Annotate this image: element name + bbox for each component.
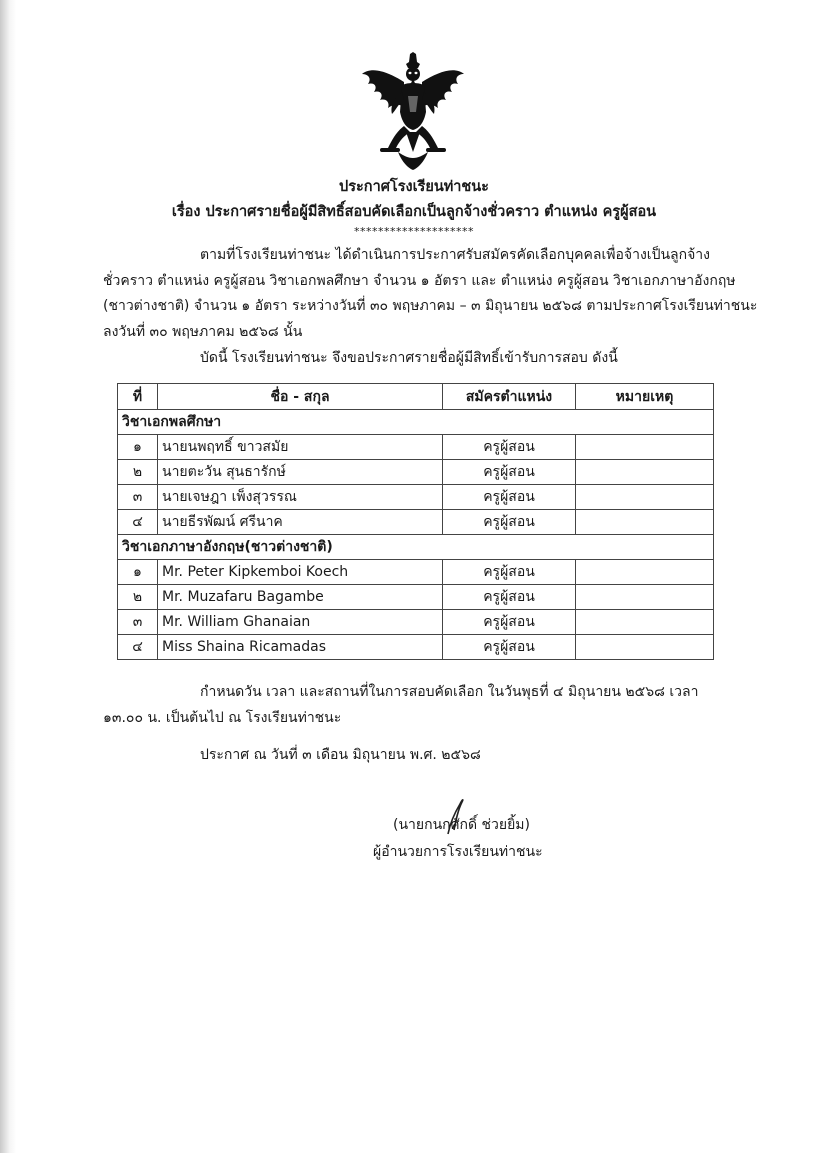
header-position: สมัครตำแหน่ง [443,384,576,410]
table-row [118,460,714,485]
row-position: ครูผู้สอน [443,435,576,460]
row-note [576,510,714,535]
row-position: ครูผู้สอน [443,510,576,535]
row-no: ๒ [118,460,158,485]
paragraph-1-line-3: (ชาวต่างชาติ) จำนวน ๑ อัตรา ระหว่างวันที่ ๓๐ พฤษภาคม – ๓ มิถุนายน ๒๕๖๘ ตามประกาศโรงเรียนท่าชนะ [103,298,758,314]
schedule-line-2: ๑๓.๐๐ น. เป็นต้นไป ณ โรงเรียนท่าชนะ [103,710,342,726]
row-no: ๑ [118,435,158,460]
row-note [576,485,714,510]
announced-date: ประกาศ ณ วันที่ ๓ เดือน มิถุนายน พ.ศ. ๒๕๖๘ [200,747,481,763]
paragraph-1-line-2: ชั่วคราว ตำแหน่ง ครูผู้สอน วิชาเอกพลศึกษา จำนวน ๑ อัตรา และ ตำแหน่ง ครูผู้สอน วิชาเอกภาษาอังกฤษ [103,273,736,289]
row-name: Mr. Muzafaru Bagambe [158,585,443,610]
signer-name: (นายกนกศักดิ์ ช่วยยิ้ม) [393,817,530,833]
row-note [576,435,714,460]
row-no: ๔ [118,510,158,535]
header-name: ชื่อ - สกุล [158,384,443,410]
row-name: Miss Shaina Ricamadas [158,635,443,660]
paragraph-1-line-4: ลงวันที่ ๓๐ พฤษภาคม ๒๕๖๘ นั้น [103,324,303,340]
table-row [118,560,714,585]
row-note [576,585,714,610]
section-title: วิชาเอกภาษาอังกฤษ(ชาวต่างชาติ) [118,535,714,560]
stars-divider: ******************** [354,225,474,238]
row-note [576,560,714,585]
row-position: ครูผู้สอน [443,635,576,660]
page-edge-shadow [0,0,16,1153]
row-note [576,635,714,660]
row-name: Mr. William Ghanaian [158,610,443,635]
row-no: ๔ [118,635,158,660]
paragraph-1-line-1: ตามที่โรงเรียนท่าชนะ ได้ดำเนินการประกาศรับสมัครคัดเลือกบุคคลเพื่อจ้างเป็นลูกจ้าง [200,247,711,263]
paragraph-2: บัดนี้ โรงเรียนท่าชนะ จึงขอประกาศรายชื่อผู้มีสิทธิ์เข้ารับการสอบ ดังนี้ [200,350,618,366]
header-note: หมายเหตุ [576,384,714,410]
row-position: ครูผู้สอน [443,460,576,485]
row-no: ๓ [118,610,158,635]
row-name: นายธีรพัฒน์ ศรีนาค [158,510,443,535]
row-position: ครูผู้สอน [443,560,576,585]
row-position: ครูผู้สอน [443,610,576,635]
schedule-line-1: กำหนดวัน เวลา และสถานที่ในการสอบคัดเลือก ในวันพุธที่ ๔ มิถุนายน ๒๕๖๘ เวลา [200,684,699,700]
row-name: Mr. Peter Kipkemboi Koech [158,560,443,585]
signer-role: ผู้อำนวยการโรงเรียนท่าชนะ [373,844,543,860]
row-no: ๓ [118,485,158,510]
section-row-physical-education [118,410,714,435]
table-row [118,510,714,535]
garuda-emblem-icon [358,52,468,170]
row-position: ครูผู้สอน [443,585,576,610]
row-no: ๒ [118,585,158,610]
candidate-table [117,383,714,660]
section-row-english [118,535,714,560]
section-title: วิชาเอกพลศึกษา [118,410,714,435]
row-position: ครูผู้สอน [443,485,576,510]
announcement-subject: เรื่อง ประกาศรายชื่อผู้มีสิทธิ์สอบคัดเลือกเป็นลูกจ้างชั่วคราว ตำแหน่ง ครูผู้สอน [171,204,657,220]
row-name: นายเจษฎา เพ็งสุวรรณ [158,485,443,510]
table-row [118,485,714,510]
header-no: ที่ [118,384,158,410]
table-header-row [118,384,714,410]
table-row [118,435,714,460]
row-name: นายตะวัน สุนธารักษ์ [158,460,443,485]
row-no: ๑ [118,560,158,585]
row-note [576,460,714,485]
table-row [118,610,714,635]
table-row [118,585,714,610]
row-note [576,610,714,635]
table-row [118,635,714,660]
row-name: นายนพฤทธิ์ ขาวสมัย [158,435,443,460]
announcement-title: ประกาศโรงเรียนท่าชนะ [339,179,489,195]
